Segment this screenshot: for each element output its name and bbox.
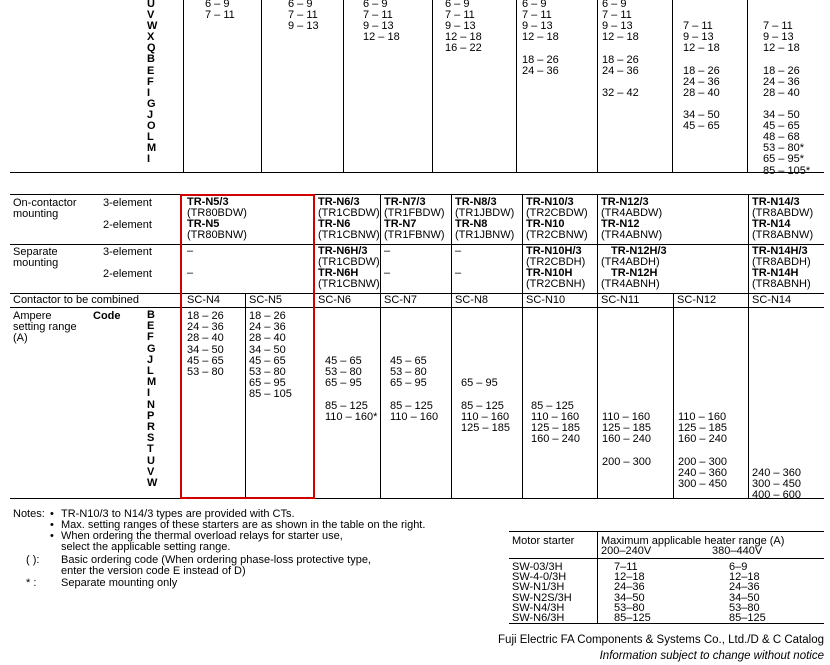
on-two-element-code: (TR1CBNW) [318, 229, 380, 241]
note-line: select the applicable setting range. [61, 541, 231, 553]
sep-three-element-label: 3-element [103, 246, 152, 258]
top-range-cell: 6 – 9 [602, 0, 627, 10]
range-cell: 160 – 240 [602, 433, 651, 446]
range-cell: 65 – 95 [249, 377, 286, 390]
range-cell: 45 – 65 [390, 354, 427, 367]
on-three-element-code: (TR1CBDW) [318, 207, 380, 219]
sep-three-element-type: TR-N14H/3 [752, 245, 808, 257]
range-cell: 300 – 450 [678, 478, 727, 490]
on-two-element-code: (TR8ABNW) [752, 229, 814, 241]
separate-label: Separate mounting [13, 246, 59, 269]
on-three-element-type: TR-N6/3 [318, 196, 360, 208]
heater-range-200v: 7–11 [614, 561, 638, 573]
range-cell: 110 – 160 [461, 410, 510, 423]
motor-starter-header: Motor starter [512, 535, 575, 547]
range-cell: 110 – 160 [602, 410, 651, 423]
top-range-cell: 7 – 11 [602, 9, 632, 22]
top-range-cell: 45 – 65 [763, 120, 800, 133]
top-range-cell: 6 – 9 [445, 0, 470, 10]
sep-three-element-code: (TR8ABDH) [752, 256, 811, 268]
range-cell: 28 – 40 [187, 332, 224, 345]
sep-two-element-code: (TR8ABNH) [752, 278, 811, 290]
sep-three-element-type: – [455, 245, 462, 257]
contactor-cell: SC-N7 [384, 294, 418, 306]
paren-line: Basic ordering code (When ordering phase-loss protective type, [61, 554, 371, 566]
top-range-cell: 9 – 13 [288, 20, 319, 33]
motor-starter-name: SW-4-0/3H [512, 571, 567, 584]
range-cell: 18 – 26 [249, 310, 286, 322]
sep-two-element-type: TR-N10H [526, 267, 573, 279]
note-bullet: • [50, 530, 54, 542]
range-cell: 24 – 36 [187, 321, 224, 334]
motor-starter-name: SW-N6/3H [512, 612, 565, 624]
on-two-element-type: TR-N6 [318, 218, 351, 230]
voltage-200-header: 200–240V [601, 545, 652, 557]
range-cell: 125 – 185 [461, 422, 510, 434]
range-cell: 28 – 40 [249, 332, 286, 345]
heater-range-380v: 12–18 [729, 571, 760, 584]
heater-range-380v: 34–50 [729, 591, 760, 604]
on-three-element-code: (TR8ABDW) [752, 207, 814, 219]
on-two-element-type: TR-N10 [526, 218, 565, 230]
sep-three-element-type: – [384, 245, 391, 257]
range-cell: 85 – 125 [390, 399, 433, 412]
sep-two-element-type: TR-N6H [318, 267, 359, 279]
range-cell: 65 – 95 [461, 377, 498, 390]
on-three-element-code: (TR80BDW) [187, 207, 247, 219]
top-range-cell: 9 – 13 [763, 31, 794, 44]
contactor-label: Contactor to be combined [13, 294, 139, 306]
top-range-cell: 7 – 11 [363, 9, 393, 22]
contactor-cell: SC-N14 [752, 294, 792, 306]
top-range-cell: 18 – 26 [683, 64, 720, 77]
range-cell: 400 – 600 [752, 489, 801, 502]
catalog-footer: Fuji Electric FA Components & Systems Co., Ltd./D & C Catalog [498, 634, 824, 646]
sep-three-element-type: – [187, 245, 194, 257]
range-cell: 53 – 80 [187, 366, 224, 378]
top-range-cell: 65 – 95* [763, 153, 804, 166]
top-range-cell: 34 – 50 [683, 109, 720, 121]
heater-range-header: Maximum applicable heater range (A) [601, 535, 785, 547]
paren-line: enter the version code E instead of D) [61, 565, 246, 577]
top-range-cell: 6 – 9 [288, 0, 313, 10]
code-label: Code [93, 310, 121, 322]
heater-range-200v: 85–125 [614, 612, 651, 624]
note-bullet: • [50, 508, 54, 520]
range-cell: 53 – 80 [249, 366, 286, 378]
on-two-element-label: 2-element [103, 219, 152, 231]
range-cell: 110 – 160* [325, 410, 378, 423]
on-two-element-code: (TR1JBNW) [455, 229, 515, 241]
range-cell: 85 – 125 [325, 399, 368, 412]
motor-starter-name: SW-N2S/3H [512, 591, 572, 604]
contactor-cell: SC-N5 [249, 294, 283, 306]
contactor-cell: SC-N8 [455, 294, 489, 306]
range-cell: 200 – 300 [602, 455, 651, 468]
sep-three-element-code: (TR2CBDH) [526, 256, 586, 268]
sep-two-element-code: (TR2CBNH) [526, 278, 586, 290]
range-cell: 160 – 240 [678, 433, 727, 446]
top-range-cell: 28 – 40 [763, 86, 800, 99]
range-cell: 18 – 26 [187, 310, 224, 322]
on-two-element-code: (TR2CBNW) [526, 229, 588, 241]
heater-range-200v: 34–50 [614, 591, 645, 604]
top-range-cell: 45 – 65 [683, 120, 720, 133]
top-range-cell: 12 – 18 [363, 31, 400, 44]
on-two-element-type: TR-N5 [187, 218, 220, 230]
contactor-cell: SC-N4 [187, 294, 221, 306]
heater-range-200v: 24–36 [614, 581, 645, 594]
on-three-element-type: TR-N8/3 [455, 196, 497, 208]
sep-two-element-code: (TR1CBNW) [318, 278, 380, 290]
motor-starter-name: SW-03/3H [512, 561, 563, 573]
range-cell: 65 – 95 [390, 377, 427, 390]
sep-two-element-type: TR-N12H [611, 267, 658, 279]
top-range-cell: 9 – 13 [522, 20, 553, 33]
on-three-element-code: (TR2CBDW) [526, 207, 588, 219]
heater-range-200v: 53–80 [614, 601, 645, 614]
top-range-cell: 12 – 18 [683, 42, 720, 55]
range-cell: 125 – 185 [678, 422, 727, 434]
top-range-cell: 24 – 36 [522, 64, 559, 77]
sep-two-element-type: – [455, 267, 462, 279]
on-two-element-code: (TR4ABNW) [601, 229, 663, 241]
contactor-cell: SC-N10 [526, 294, 566, 306]
range-cell: 200 – 300 [678, 455, 727, 468]
range-cell: 45 – 65 [187, 354, 224, 367]
range-cell: 85 – 125 [461, 399, 504, 412]
top-range-cell: 28 – 40 [683, 86, 720, 99]
on-three-element-type: TR-N14/3 [752, 196, 800, 208]
sep-two-element-type: – [384, 267, 391, 279]
on-two-element-type: TR-N12 [601, 218, 640, 230]
range-cell: 53 – 80 [390, 366, 427, 378]
top-range-cell: 9 – 13 [363, 20, 394, 33]
note-bullet: • [50, 519, 54, 531]
top-range-cell: 34 – 50 [763, 109, 800, 121]
sep-three-element-type: TR-N6H/3 [318, 245, 368, 257]
top-range-cell: 16 – 22 [445, 42, 482, 55]
top-range-cell: 85 – 105* [763, 164, 811, 177]
heater-range-200v: 12–18 [614, 571, 645, 584]
range-cell: 125 – 185 [602, 422, 651, 434]
top-range-cell: 6 – 9 [522, 0, 547, 10]
on-two-element-type: TR-N7 [384, 218, 417, 230]
on-three-element-type: TR-N10/3 [526, 196, 574, 208]
range-cell: 65 – 95 [325, 377, 362, 390]
heater-range-380v: 85–125 [729, 612, 766, 624]
top-range-cell: 7 – 11 [288, 9, 318, 22]
top-range-cell: 7 – 11 [445, 9, 475, 22]
top-range-cell: 12 – 18 [445, 31, 482, 44]
top-range-cell: 7 – 11 [205, 9, 235, 22]
heater-range-380v: 53–80 [729, 601, 760, 614]
range-cell: 110 – 160 [531, 410, 580, 423]
top-range-cell: 24 – 36 [683, 75, 720, 88]
on-three-element-type: TR-N5/3 [187, 196, 229, 208]
top-range-cell: 7 – 11 [763, 20, 793, 33]
motor-starter-name: SW-N4/3H [512, 601, 565, 614]
top-range-cell: 7 – 11 [522, 9, 552, 22]
top-range-cell: 6 – 9 [205, 0, 230, 10]
top-range-cell: 24 – 36 [763, 75, 800, 88]
sep-two-element-label: 2-element [103, 268, 152, 280]
range-cell: 85 – 125 [531, 399, 574, 412]
range-cell: 34 – 50 [249, 343, 286, 356]
range-cell: 45 – 65 [249, 354, 286, 367]
on-three-element-code: (TR1FBDW) [384, 207, 445, 219]
top-range-cell: 6 – 9 [363, 0, 388, 10]
contactor-cell: SC-N6 [318, 294, 352, 306]
top-range-cell: 18 – 26 [602, 53, 639, 66]
on-three-element-code: (TR1JBDW) [455, 207, 515, 219]
top-code-column: U V W X Q B E F I G J O L M I [147, 0, 158, 166]
on-three-element-label: 3-element [103, 197, 152, 209]
range-cell: 125 – 185 [531, 422, 580, 434]
sep-three-element-type: TR-N10H/3 [526, 245, 582, 257]
range-cell: 300 – 450 [752, 478, 801, 490]
star-mark: * : [26, 577, 37, 589]
range-cell: 160 – 240 [531, 433, 580, 446]
top-range-cell: 18 – 26 [522, 53, 559, 66]
highlight-box [180, 194, 315, 499]
range-cell: 240 – 360 [678, 466, 727, 479]
paren-mark: ( ): [26, 554, 40, 566]
notes-head: Notes: [13, 508, 45, 520]
note-line: Max. setting ranges of these starters are as shown in the table on the right. [61, 519, 426, 531]
range-cell: 24 – 36 [249, 321, 286, 334]
on-contactor-label: On-contactor mounting [13, 197, 77, 220]
sep-three-element-code: (TR4ABDH) [601, 256, 660, 268]
on-two-element-type: TR-N14 [752, 218, 791, 230]
range-cell: 34 – 50 [187, 343, 224, 356]
range-cell: 110 – 160 [678, 410, 727, 423]
on-three-element-type: TR-N7/3 [384, 196, 426, 208]
top-range-cell: 7 – 11 [683, 20, 713, 33]
top-range-cell: 32 – 42 [602, 86, 639, 99]
range-cell: 85 – 105 [249, 388, 292, 401]
motor-starter-name: SW-N1/3H [512, 581, 565, 594]
sep-three-element-type: TR-N12H/3 [611, 245, 667, 257]
note-line: TR-N10/3 to N14/3 types are provided with CTs. [61, 508, 295, 520]
voltage-380-header: 380–440V [712, 545, 763, 557]
sep-two-element-type: TR-N14H [752, 267, 799, 279]
top-range-cell: 9 – 13 [602, 20, 633, 33]
top-range-cell: 53 – 80* [763, 142, 804, 155]
on-two-element-code: (TR1FBNW) [384, 229, 445, 241]
sep-two-element-code: (TR4ABNH) [601, 278, 660, 290]
main-code-column: B E F G J L M I N P R S T U V W [147, 309, 158, 490]
top-range-cell: 9 – 13 [445, 20, 476, 33]
top-range-cell: 18 – 26 [763, 64, 800, 77]
range-cell: 45 – 65 [325, 354, 362, 367]
contactor-cell: SC-N12 [677, 294, 717, 306]
heater-range-380v: 6–9 [729, 561, 748, 573]
top-range-cell: 12 – 18 [763, 42, 800, 55]
range-cell: 110 – 160 [390, 410, 439, 423]
on-three-element-code: (TR4ABDW) [601, 207, 663, 219]
on-three-element-type: TR-N12/3 [601, 196, 649, 208]
star-line: Separate mounting only [61, 577, 178, 589]
contactor-cell: SC-N11 [601, 294, 640, 306]
notice-footer: Information subject to change without notice [599, 650, 824, 662]
note-line: When ordering the thermal overload relays for starter use, [61, 530, 343, 542]
sep-three-element-code: (TR1CBDW) [318, 256, 380, 268]
on-two-element-type: TR-N8 [455, 218, 488, 230]
top-range-cell: 9 – 13 [683, 31, 714, 44]
top-range-cell: 24 – 36 [602, 64, 639, 77]
sep-two-element-type: – [187, 267, 194, 279]
top-range-cell: 12 – 18 [522, 31, 559, 44]
ampere-label: Ampere setting range (A) [13, 310, 77, 344]
on-two-element-code: (TR80BNW) [187, 229, 247, 241]
top-range-cell: 12 – 18 [602, 31, 639, 44]
range-cell: 53 – 80 [325, 366, 362, 378]
range-cell: 240 – 360 [752, 466, 801, 479]
heater-range-380v: 24–36 [729, 581, 760, 594]
top-range-cell: 48 – 68 [763, 131, 800, 144]
